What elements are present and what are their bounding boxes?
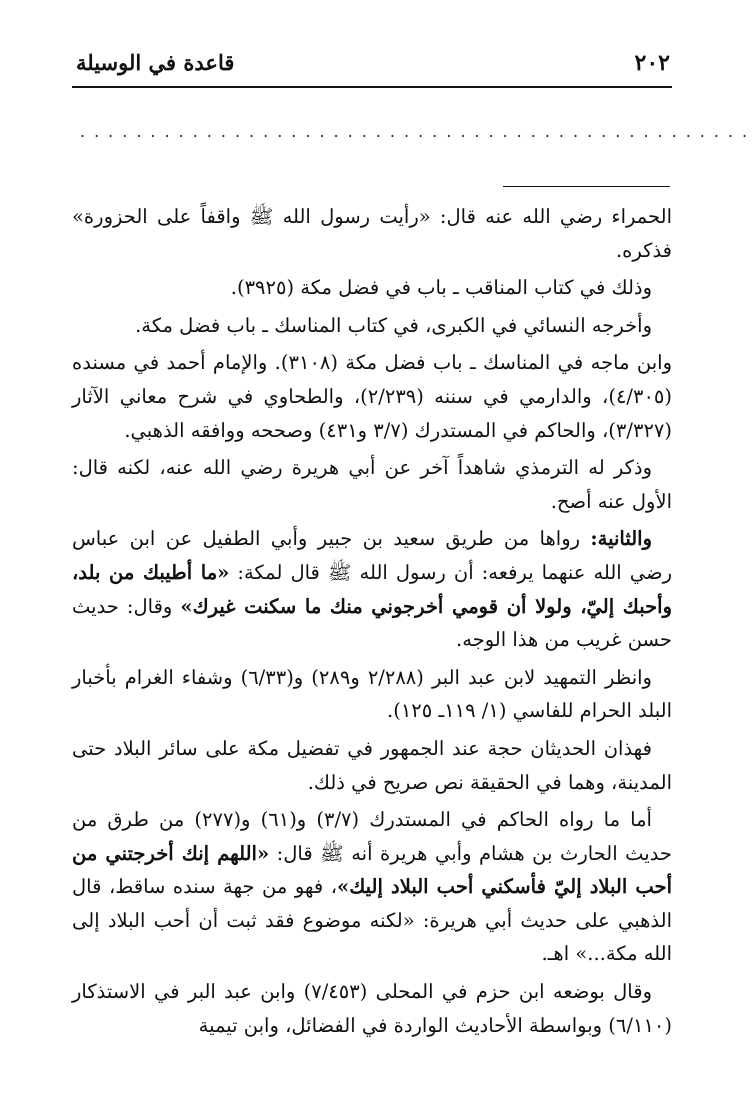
- footnote-rule: [503, 186, 670, 187]
- running-title: قاعدة في الوسيلة: [76, 50, 235, 75]
- paragraph: وأخرجه النسائي في الكبرى، في كتاب المناسك ـ باب فضل مكة.: [135, 313, 652, 337]
- paragraph: وانظر التمهيد لابن عبد البر (٢/٢٨٨ و٢٨٩) و(٦/٣٣) وشفاء الغرام بأخبار البلد الحرام للفاسي (١/ ١١٩ـ ١٢٥).: [72, 665, 672, 723]
- paragraph: وذكر له الترمذي شاهداً آخر عن أبي هريرة رضي الله عنه، لكنه قال: الأول عنه أصح.: [72, 456, 672, 513]
- paragraph-text: أما ما رواه الحاكم في المستدرك (٣/٧) و(٦١) و(٢٧٧) من طرق من حديث الحارث بن هشام وأبي هريرة أنه ﷺ قال:: [72, 808, 672, 865]
- paragraph-text: ، فهو من جهة سنده ساقط، قال الذهبي على حديث أبي هريرة: «لكنه موضوع فقد ثبت أن أحب البلاد إلى الله مكة...» اهـ.: [72, 875, 672, 966]
- paragraph-lead: والثانية:: [590, 527, 652, 551]
- main-text-ellipsis: ................................................: [80, 122, 756, 141]
- footnote-text: [72, 200, 672, 1100]
- paragraph: وقال بوضعه ابن حزم في المحلى (٧/٤٥٣) وابن عبد البر في الاستذكار (٦/١١٠) وبواسطة الأحاديث الواردة في الفضائل، وابن تيمية: [72, 980, 672, 1037]
- paragraph-text: رواها من طريق سعيد بن جبير وأبي الطفيل عن ابن عباس رضي الله عنهما يرفعه: أن رسول الله ﷺ قال لمكة:: [72, 527, 672, 584]
- paragraph: الحمراء رضي الله عنه قال: «رأيت رسول الله ﷺ واقفاً على الحزورة» فذكره.: [72, 205, 672, 262]
- hadith-quote: «اللهم إنك أخرجتني من أحب البلاد إليّ فأسكني أحب البلاد إليك»: [72, 841, 672, 899]
- paragraph: وابن ماجه في المناسك ـ باب فضل مكة (٣١٠٨). والإمام أحمد في مسنده (٤/٣٠٥)، والدارمي في سننه (٢/٢٣٩)، والطحاوي في شرح معاني الآثار (٣/٣٢٧)، والحاكم في المستدرك (٣/٧ و٤٣١) وصححه ووافقه الذهبي.: [72, 351, 673, 442]
- paragraph-text: وقال: حديث حسن غريب من هذا الوجه.: [72, 594, 672, 652]
- hadith-quote: «ما أطيبك من بلد، وأحبك إليّ، ولولا أن قومي أخرجوني منك ما سكنت غيرك»: [72, 560, 672, 618]
- page-number: ٢٠٢: [634, 50, 670, 76]
- header-rule: [72, 86, 672, 88]
- page-header: [72, 46, 672, 86]
- paragraph: [72, 522, 672, 656]
- paragraph: وذلك في كتاب المناقب ـ باب في فضل مكة (٣٩٢٥).: [230, 276, 652, 300]
- paragraph: [72, 803, 672, 971]
- paragraph: فهذان الحديثان حجة عند الجمهور في تفضيل مكة على سائر البلاد حتى المدينة، وهما في الحقيقة نص صريح في ذلك.: [72, 736, 672, 794]
